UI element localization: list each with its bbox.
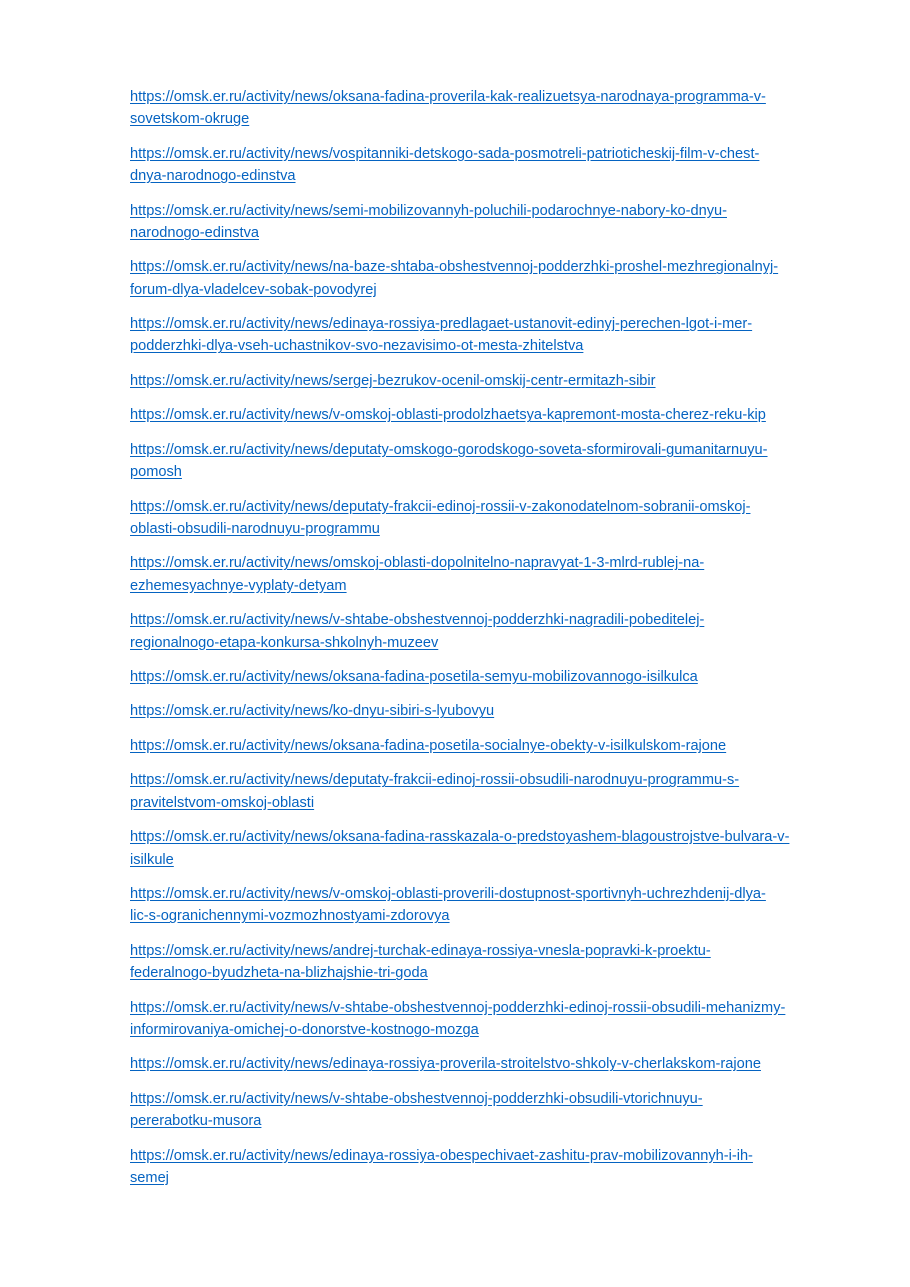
news-link[interactable] — [130, 89, 766, 127]
link-list-item — [130, 1053, 860, 1075]
link-list-item — [130, 552, 860, 597]
news-link-text-line-2[interactable]: ezhemesyachnye-vyplaty-detyam — [130, 577, 347, 594]
news-link[interactable] — [130, 669, 698, 685]
link-list-item — [130, 86, 860, 131]
link-list-item — [130, 769, 860, 814]
news-link-text-line-1[interactable]: https://omsk.er.ru/activity/news/deputaty-frakcii-edinoj-rossii-v-zakonodatelnom-sobranii-omskoj- — [130, 498, 751, 515]
news-link-text-line-1[interactable]: https://omsk.er.ru/activity/news/deputaty-omskogo-gorodskogo-soveta-sformirovali-gumanitarnuyu- — [130, 441, 768, 458]
news-link[interactable] — [130, 259, 778, 297]
link-list-item — [130, 666, 860, 688]
link-list-item — [130, 1088, 860, 1133]
link-list — [130, 86, 860, 1201]
news-link-text-line-1[interactable]: https://omsk.er.ru/activity/news/oksana-fadina-rasskazala-o-predstoyashem-blagoustrojstve-bulvara-v- — [130, 829, 790, 846]
link-list-item — [130, 735, 860, 757]
news-link-text-line-1[interactable]: https://omsk.er.ru/activity/news/sergej-bezrukov-ocenil-omskij-centr-ermitazh-sibir — [130, 372, 656, 389]
link-list-item — [130, 143, 860, 188]
news-link[interactable] — [130, 1148, 753, 1186]
news-link-text-line-1[interactable]: https://omsk.er.ru/activity/news/edinaya-rossiya-obespechivaet-zashitu-prav-mobilizovannyh-i-ih- — [130, 1147, 753, 1164]
news-link[interactable] — [130, 442, 768, 480]
news-link[interactable] — [130, 316, 752, 354]
link-list-item — [130, 256, 860, 301]
news-link[interactable] — [130, 1000, 785, 1038]
news-link[interactable] — [130, 1056, 761, 1072]
news-link-text-line-1[interactable]: https://omsk.er.ru/activity/news/andrej-turchak-edinaya-rossiya-vnesla-popravki-k-proektu- — [130, 942, 711, 959]
news-link-text-line-2[interactable]: pravitelstvom-omskoj-oblasti — [130, 794, 315, 811]
news-link-text-line-1[interactable]: https://omsk.er.ru/activity/news/v-omskoj-oblasti-prodolzhaetsya-kapremont-mosta-cherez-reku-kip — [130, 407, 766, 424]
news-link[interactable] — [130, 555, 704, 593]
news-link-text-line-2[interactable]: sovetskom-okruge — [130, 111, 250, 128]
news-link-text-line-2[interactable]: informirovaniya-omichej-o-donorstve-kostnogo-mozga — [130, 1021, 479, 1038]
news-link-text-line-1[interactable]: https://omsk.er.ru/activity/news/v-shtabe-obshestvennoj-podderzhki-obsudili-vtorichnuyu- — [130, 1090, 703, 1107]
link-list-item — [130, 700, 860, 722]
link-list-item — [130, 496, 860, 541]
link-list-item — [130, 313, 860, 358]
link-list-item — [130, 826, 860, 871]
news-link[interactable] — [130, 703, 494, 719]
news-link-text-line-2[interactable]: isilkule — [130, 851, 174, 868]
link-list-item — [130, 404, 860, 426]
news-link-text-line-2[interactable]: pomosh — [130, 464, 182, 481]
news-link-text-line-2[interactable]: regionalnogo-etapa-konkursa-shkolnyh-muzeev — [130, 634, 439, 651]
news-link[interactable] — [130, 373, 656, 389]
link-list-item — [130, 370, 860, 392]
news-link-text-line-2[interactable]: federalnogo-byudzheta-na-blizhajshie-tri-goda — [130, 965, 428, 982]
link-list-item — [130, 940, 860, 985]
news-link[interactable] — [130, 203, 727, 241]
news-link-text-line-1[interactable]: https://omsk.er.ru/activity/news/v-shtabe-obshestvennoj-podderzhki-nagradili-pobeditelej- — [130, 612, 705, 629]
news-link-text-line-1[interactable]: https://omsk.er.ru/activity/news/deputaty-frakcii-edinoj-rossii-obsudili-narodnuyu-programmu-s- — [130, 772, 740, 789]
news-link-text-line-2[interactable]: forum-dlya-vladelcev-sobak-povodyrej — [130, 281, 377, 298]
news-link-text-line-1[interactable]: https://omsk.er.ru/activity/news/edinaya-rossiya-proverila-stroitelstvo-shkoly-v-cherlakskom-rajone — [130, 1056, 761, 1073]
news-link-text-line-2[interactable]: dnya-narodnogo-edinstva — [130, 168, 296, 185]
news-link-text-line-1[interactable]: https://omsk.er.ru/activity/news/omskoj-oblasti-dopolnitelno-napravyat-1-3-mlrd-rublej-na- — [130, 555, 705, 572]
news-link-text-line-1[interactable]: https://omsk.er.ru/activity/news/ko-dnyu-sibiri-s-lyubovyu — [130, 703, 495, 720]
news-link[interactable] — [130, 886, 766, 924]
news-link-text-line-2[interactable]: semej — [130, 1169, 169, 1186]
news-link-text-line-1[interactable]: https://omsk.er.ru/activity/news/oksana-fadina-posetila-semyu-mobilizovannogo-isilkulca — [130, 669, 698, 685]
news-link-text-line-2[interactable]: oblasti-obsudili-narodnuyu-programmu — [130, 520, 380, 537]
news-link[interactable] — [130, 407, 766, 423]
news-link-text-line-1[interactable]: https://omsk.er.ru/activity/news/vospitanniki-detskogo-sada-posmotreli-patrioticheskij-film-v-chest- — [130, 145, 760, 162]
news-link-text-line-1[interactable]: https://omsk.er.ru/activity/news/na-baze-shtaba-obshestvennoj-podderzhki-proshel-mezhregionalnyj- — [130, 259, 779, 276]
news-link[interactable] — [130, 829, 789, 867]
news-link[interactable] — [130, 146, 759, 184]
news-link[interactable] — [130, 943, 711, 981]
news-link[interactable] — [130, 612, 704, 650]
news-link-text-line-1[interactable]: https://omsk.er.ru/activity/news/semi-mobilizovannyh-poluchili-podarochnye-nabory-ko-dnyu- — [130, 202, 727, 219]
news-link-text-line-1[interactable]: https://omsk.er.ru/activity/news/v-shtabe-obshestvennoj-podderzhki-edinoj-rossii-obsudili-mehanizmy- — [130, 999, 786, 1016]
news-link-text-line-1[interactable]: https://omsk.er.ru/activity/news/oksana-fadina-posetila-socialnye-obekty-v-isilkulskom-rajone — [130, 737, 727, 754]
news-link-text-line-2[interactable]: lic-s-ogranichennymi-vozmozhnostyami-zdorovya — [130, 908, 450, 925]
link-list-item — [130, 200, 860, 245]
news-link-text-line-1[interactable]: https://omsk.er.ru/activity/news/edinaya-rossiya-predlagaet-ustanovit-edinyj-perechen-lgot-i-mer- — [130, 316, 753, 333]
news-link-text-line-1[interactable]: https://omsk.er.ru/activity/news/oksana-fadina-proverila-kak-realizuetsya-narodnaya-programma-v- — [130, 89, 766, 105]
link-list-item — [130, 439, 860, 484]
news-link[interactable] — [130, 1091, 703, 1129]
link-list-item — [130, 1145, 860, 1190]
news-link[interactable] — [130, 499, 750, 537]
news-link-text-line-1[interactable]: https://omsk.er.ru/activity/news/v-omskoj-oblasti-proverili-dostupnost-sportivnyh-uchrezhdenij-dlya- — [130, 886, 766, 903]
news-link[interactable] — [130, 772, 739, 810]
link-list-item — [130, 883, 860, 928]
news-link-text-line-2[interactable]: narodnogo-edinstva — [130, 224, 260, 241]
news-link[interactable] — [130, 738, 726, 754]
link-list-item — [130, 997, 860, 1042]
link-list-item — [130, 609, 860, 654]
news-link-text-line-2[interactable]: podderzhki-dlya-vseh-uchastnikov-svo-nezavisimo-ot-mesta-zhitelstva — [130, 338, 584, 355]
news-link-text-line-2[interactable]: pererabotku-musora — [130, 1113, 262, 1130]
